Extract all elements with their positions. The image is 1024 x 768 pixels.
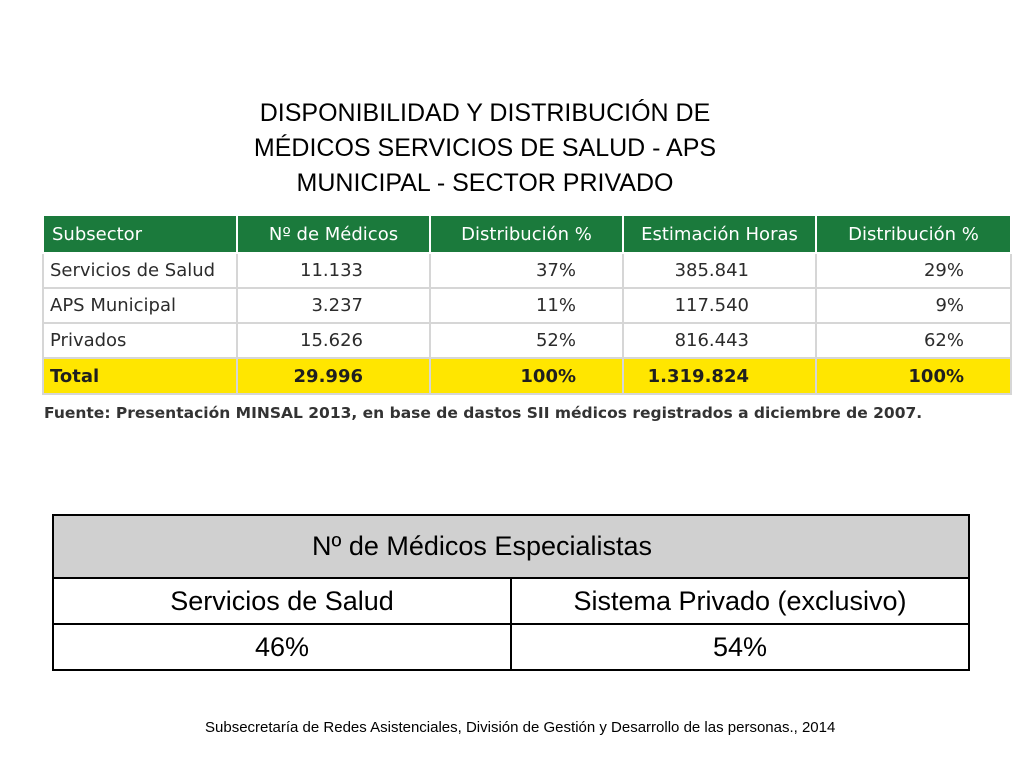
cell-distribucion-horas: 9%	[816, 288, 1011, 323]
header-subsector: Subsector	[43, 215, 237, 253]
cell-subsector: Servicios de Salud	[43, 253, 237, 288]
cell-distribucion-horas: 62%	[816, 323, 1011, 358]
slide-title	[200, 96, 770, 201]
specialists-value-servicios: 46%	[53, 624, 511, 670]
header-distribucion-medicos: Distribución %	[430, 215, 623, 253]
title-line-2: MÉDICOS SERVICIOS DE SALUD - APS	[253, 134, 717, 162]
cell-distribucion-medicos: 52%	[430, 323, 623, 358]
total-distribucion-horas: 100%	[816, 358, 1011, 394]
cell-estimacion-horas: 816.443	[623, 323, 816, 358]
cell-subsector: APS Municipal	[43, 288, 237, 323]
physicians-distribution-table	[42, 214, 1012, 395]
total-label: Total	[43, 358, 237, 394]
table-header-row	[43, 215, 1011, 253]
specialists-label-privado: Sistema Privado (exclusivo)	[511, 578, 969, 624]
cell-estimacion-horas: 117.540	[623, 288, 816, 323]
table-row	[43, 323, 1011, 358]
table-row	[43, 253, 1011, 288]
cell-num-medicos: 11.133	[237, 253, 430, 288]
cell-subsector: Privados	[43, 323, 237, 358]
total-num-medicos: 29.996	[237, 358, 430, 394]
slide-footer-citation: Subsecretaría de Redes Asistenciales, División de Gestión y Desarrollo de las personas., 2014	[205, 719, 836, 736]
cell-num-medicos: 15.626	[237, 323, 430, 358]
header-num-medicos: Nº de Médicos	[237, 215, 430, 253]
table-source-note: Fuente: Presentación MINSAL 2013, en base de dastos SII médicos registrados a diciembre de 2007.	[44, 404, 923, 422]
table-row	[43, 288, 1011, 323]
title-line-1: DISPONIBILIDAD Y DISTRIBUCIÓN DE	[259, 99, 711, 127]
specialists-label-servicios: Servicios de Salud	[53, 578, 511, 624]
header-distribucion-horas: Distribución %	[816, 215, 1011, 253]
title-line-3: MUNICIPAL - SECTOR PRIVADO	[296, 169, 674, 197]
cell-distribucion-medicos: 11%	[430, 288, 623, 323]
specialists-header: Nº de Médicos Especialistas	[53, 515, 969, 578]
cell-num-medicos: 3.237	[237, 288, 430, 323]
cell-distribucion-medicos: 37%	[430, 253, 623, 288]
cell-estimacion-horas: 385.841	[623, 253, 816, 288]
total-estimacion-horas: 1.319.824	[623, 358, 816, 394]
specialists-table	[52, 514, 970, 671]
table-total-row	[43, 358, 1011, 394]
header-estimacion-horas: Estimación Horas	[623, 215, 816, 253]
cell-distribucion-horas: 29%	[816, 253, 1011, 288]
specialists-value-privado: 54%	[511, 624, 969, 670]
total-distribucion-medicos: 100%	[430, 358, 623, 394]
